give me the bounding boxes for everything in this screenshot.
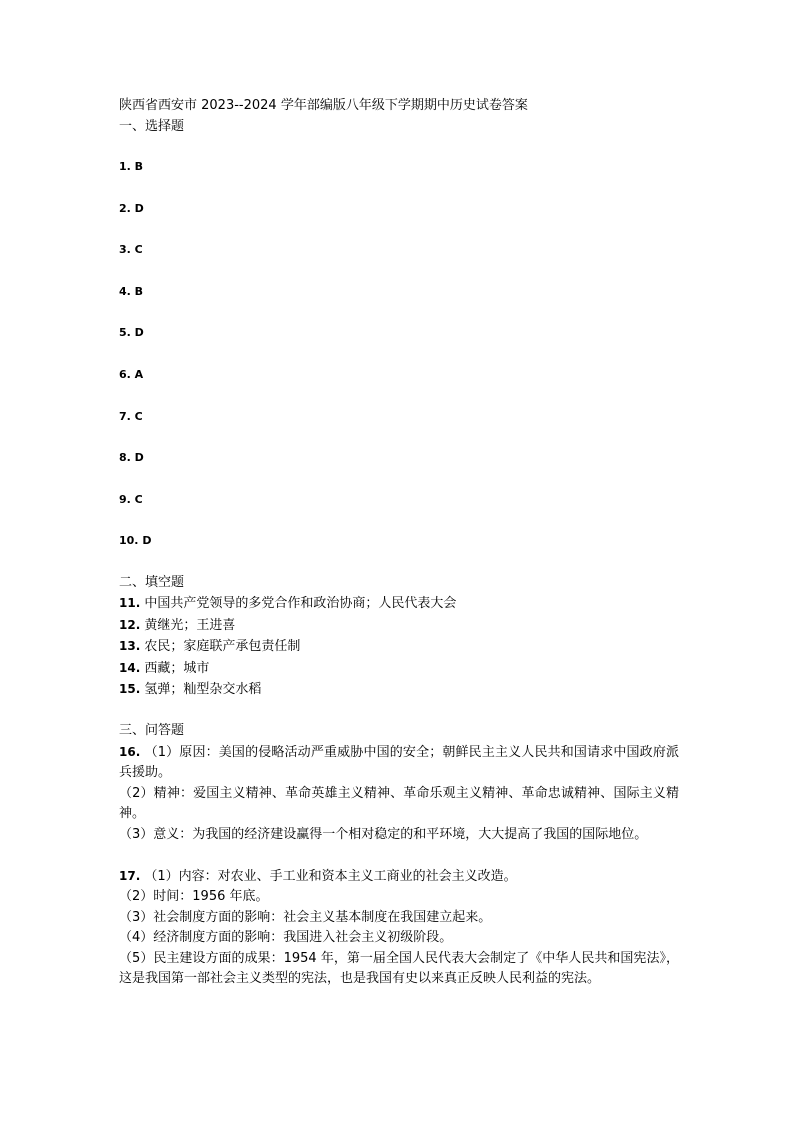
item-text: 中国共产党领导的多党合作和政治协商；人民代表大会 xyxy=(144,596,457,612)
q16-part3: （3）意义：为我国的经济建设赢得一个相对稳定的和平环境，大大提高了我国的国际地位。 xyxy=(119,826,648,842)
mcq-answer-4: 4. B xyxy=(119,284,144,298)
q17-part1-text: （1）内容：对农业、手工业和资本主义工商业的社会主义改造。 xyxy=(144,868,517,884)
q17-part5: （5）民主建设方面的成果：1954 年，第一届全国人民代表大会制定了《中华人民共和国宪法》，这是我国第一部社会主义类型的宪法，也是我国有史以来真正反映人民利益的宪法。 xyxy=(119,950,679,987)
item-number: 13. xyxy=(119,639,141,654)
answer-sheet xyxy=(119,96,679,990)
spacer xyxy=(119,701,679,722)
item-text: 黄继光；王进喜 xyxy=(144,617,236,633)
section-heading-questions: 三、问答题 xyxy=(119,723,185,739)
spacer xyxy=(119,845,679,866)
mcq-answer-6: 6. A xyxy=(119,367,144,381)
multiple-choice-answers xyxy=(119,157,679,551)
item-text: 农民；家庭联产承包责任制 xyxy=(144,639,301,655)
fill-answer-14 xyxy=(119,658,679,680)
fill-answer-13 xyxy=(119,636,679,658)
mcq-answer-3: 3. C xyxy=(119,243,143,257)
q17-part4: （4）经济制度方面的影响：我国进入社会主义初级阶段。 xyxy=(119,930,453,946)
item-text: 西藏；城市 xyxy=(144,660,210,676)
mcq-answer-9: 9. C xyxy=(119,492,143,506)
item-number: 12. xyxy=(119,617,141,632)
mcq-answer-8: 8. D xyxy=(119,451,144,465)
fill-answer-15 xyxy=(119,679,679,701)
q16-part1 xyxy=(119,742,679,784)
mcq-answer-2: 2. D xyxy=(119,201,144,215)
mcq-answer-1: 1. B xyxy=(119,160,144,173)
question-number: 16. xyxy=(119,744,141,759)
question-number: 17. xyxy=(119,868,141,883)
item-number: 11. xyxy=(119,596,141,611)
q17-part1 xyxy=(119,866,679,888)
q17-part2: （2）时间：1956 年底。 xyxy=(119,889,269,905)
item-number: 14. xyxy=(119,660,141,675)
document-title: 陕西省西安市 2023--2024 学年部编版八年级下学期期中历史试卷答案 xyxy=(119,98,528,113)
q17-part3: （3）社会制度方面的影响：社会主义基本制度在我国建立起来。 xyxy=(119,909,492,925)
mcq-answer-10: 10. D xyxy=(119,534,152,548)
item-text: 氢弹；籼型杂交水稻 xyxy=(144,682,262,698)
section-heading-multiple-choice: 一、选择题 xyxy=(119,118,185,134)
q16-part2: （2）精神：爱国主义精神、革命英雄主义精神、革命乐观主义精神、革命忠诚精神、国际主义精神。 xyxy=(119,785,679,822)
fill-answer-12 xyxy=(119,615,679,637)
mcq-answer-7: 7. C xyxy=(119,409,143,423)
mcq-answer-5: 5. D xyxy=(119,326,144,340)
item-number: 15. xyxy=(119,682,141,697)
fill-answer-11 xyxy=(119,593,679,615)
q16-part1-text: （1）原因：美国的侵略活动严重威胁中国的安全；朝鲜民主主义人民共和国请求中国政府派兵援助。 xyxy=(119,744,679,781)
section-heading-fill-in: 二、填空题 xyxy=(119,574,185,590)
